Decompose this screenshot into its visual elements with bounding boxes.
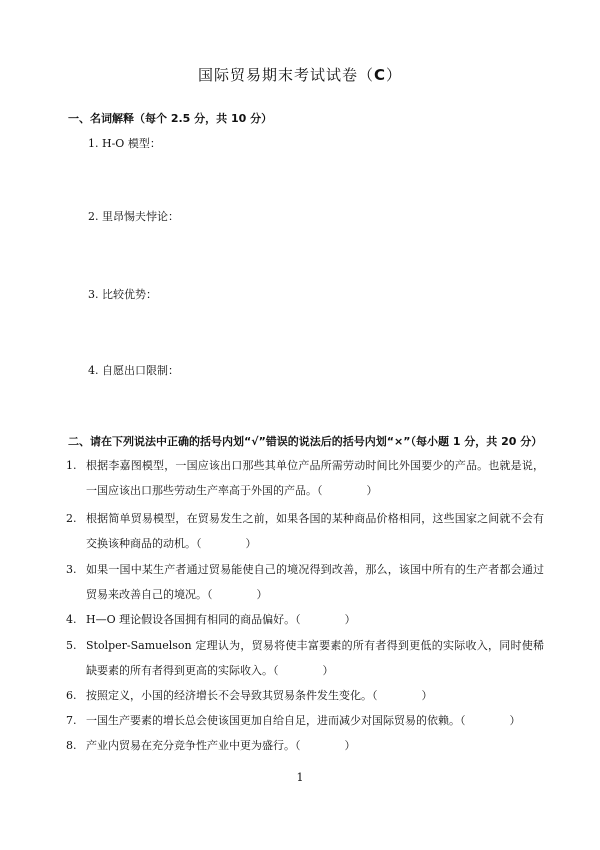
question-1 xyxy=(66,453,544,503)
page-number: 1 xyxy=(296,771,304,784)
term-ho-model: 1. H-O 模型： xyxy=(88,137,161,150)
question-number: 5. xyxy=(66,639,77,652)
question-number: 7. xyxy=(66,714,77,727)
title-text: 国际贸易期末考试试卷（ xyxy=(197,66,374,84)
title-code: C xyxy=(373,66,386,84)
section-2-title: 二、请在下列说法中正确的括号内划“√”错误的说法后的括号内划“×” xyxy=(68,435,411,448)
question-6 xyxy=(66,683,544,708)
question-4 xyxy=(66,607,544,632)
question-text: 一国生产要素的增长总会使该国更加自给自足，进而减少对国际贸易的依赖。（ ） xyxy=(86,714,521,727)
question-text: Stolper-Samuelson 定理认为，贸易将使丰富要素的所有者得到更低的实际收入，同时使稀缺要素的所有者得到更高的实际收入。（ ） xyxy=(86,639,544,677)
term-comparative-advantage: 3. 比较优势： xyxy=(88,288,157,301)
page-title xyxy=(0,64,600,85)
section-2-note: （每小题 1 分，共 20 分） xyxy=(410,435,543,448)
section-2-heading xyxy=(68,433,542,449)
question-8 xyxy=(66,733,544,758)
question-7 xyxy=(66,708,544,733)
question-3 xyxy=(66,557,544,607)
title-close: ） xyxy=(386,66,403,84)
question-number: 6. xyxy=(66,689,77,702)
question-number: 2. xyxy=(66,512,77,525)
section-1-note: （每个 2.5 分，共 10 分） xyxy=(134,112,273,125)
section-1-title: 一、名词解释 xyxy=(68,112,134,125)
section-1-heading xyxy=(68,110,272,126)
question-number: 4. xyxy=(66,613,77,626)
term-voluntary-export-restraint: 4. 自愿出口限制： xyxy=(88,364,179,377)
question-text: 如果一国中某生产者通过贸易能使自己的境况得到改善，那么，该国中所有的生产者都会通过贸易来改善自己的境况。（ ） xyxy=(86,563,544,601)
question-text: 产业内贸易在充分竞争性产业中更为盛行。（ ） xyxy=(86,739,356,752)
question-text: 根据李嘉图模型，一国应该出口那些其单位产品所需劳动时间比外国要少的产品。也就是说，一国应该出口那些劳动生产率高于外国的产品。（ ） xyxy=(86,459,544,497)
term-leontief-paradox: 2. 里昂惕夫悖论： xyxy=(88,210,179,223)
question-number: 3. xyxy=(66,563,77,576)
question-number: 1. xyxy=(66,459,77,472)
question-2 xyxy=(66,506,544,556)
question-number: 8. xyxy=(66,739,77,752)
question-text: H—O 理论假设各国拥有相同的商品偏好。（ ） xyxy=(86,613,356,626)
question-5 xyxy=(66,633,544,683)
question-text: 根据简单贸易模型，在贸易发生之前，如果各国的某种商品价格相同，这些国家之间就不会有交换该种商品的动机。（ ） xyxy=(86,512,544,550)
question-text: 按照定义，小国的经济增长不会导致其贸易条件发生变化。（ ） xyxy=(86,689,433,702)
